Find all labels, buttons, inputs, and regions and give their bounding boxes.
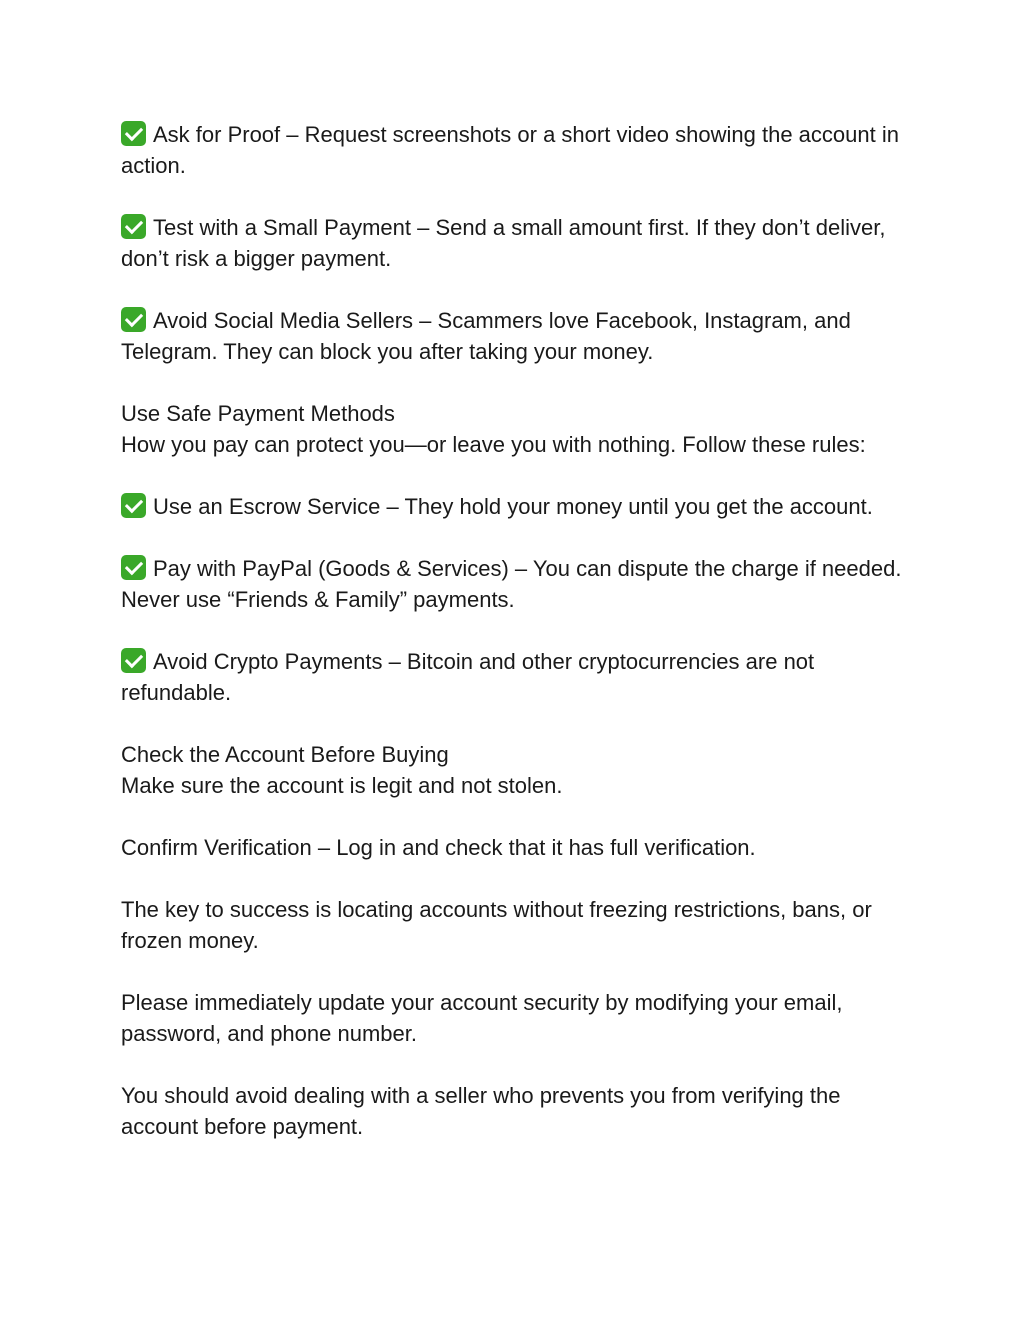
- tip-paypal-goods-services: [121, 553, 911, 615]
- check-mark-icon: [121, 214, 146, 239]
- tip-text: Ask for Proof – Request screenshots or a short video showing the account in action.: [121, 122, 899, 178]
- section-heading: Use Safe Payment Methods: [121, 401, 395, 426]
- section-intro: Make sure the account is legit and not stolen.: [121, 773, 563, 798]
- tip-ask-for-proof: [121, 119, 911, 181]
- check-mark-icon: [121, 121, 146, 146]
- check-mark-icon: [121, 648, 146, 673]
- tip-escrow-service: [121, 491, 911, 522]
- tip-avoid-social-media-sellers: [121, 305, 911, 367]
- tip-text: Pay with PayPal (Goods & Services) – You can dispute the charge if needed. Never use “Friends & Family” payments.: [121, 556, 902, 612]
- document-page: [121, 119, 911, 1173]
- tip-text: Test with a Small Payment – Send a small amount first. If they don’t deliver, don’t risk a bigger payment.: [121, 215, 886, 271]
- tip-text: Avoid Social Media Sellers – Scammers love Facebook, Instagram, and Telegram. They can block you after taking your money.: [121, 308, 851, 364]
- section-heading: Check the Account Before Buying: [121, 742, 449, 767]
- section-intro: How you pay can protect you—or leave you with nothing. Follow these rules:: [121, 432, 866, 457]
- tip-test-small-payment: [121, 212, 911, 274]
- section-safe-payment: [121, 398, 911, 460]
- paragraph-avoid-seller: You should avoid dealing with a seller who prevents you from verifying the account before payment.: [121, 1083, 841, 1139]
- paragraph-update-security: Please immediately update your account security by modifying your email, password, and phone number.: [121, 990, 843, 1046]
- check-mark-icon: [121, 555, 146, 580]
- section-check-account: [121, 739, 911, 801]
- check-mark-icon: [121, 307, 146, 332]
- paragraph-confirm-verification: Confirm Verification – Log in and check that it has full verification.: [121, 835, 756, 860]
- tip-avoid-crypto: [121, 646, 911, 708]
- tip-text: Use an Escrow Service – They hold your money until you get the account.: [153, 494, 873, 519]
- tip-text: Avoid Crypto Payments – Bitcoin and other cryptocurrencies are not refundable.: [121, 649, 815, 705]
- paragraph-key-to-success: The key to success is locating accounts without freezing restrictions, bans, or frozen money.: [121, 897, 872, 953]
- check-mark-icon: [121, 493, 146, 518]
